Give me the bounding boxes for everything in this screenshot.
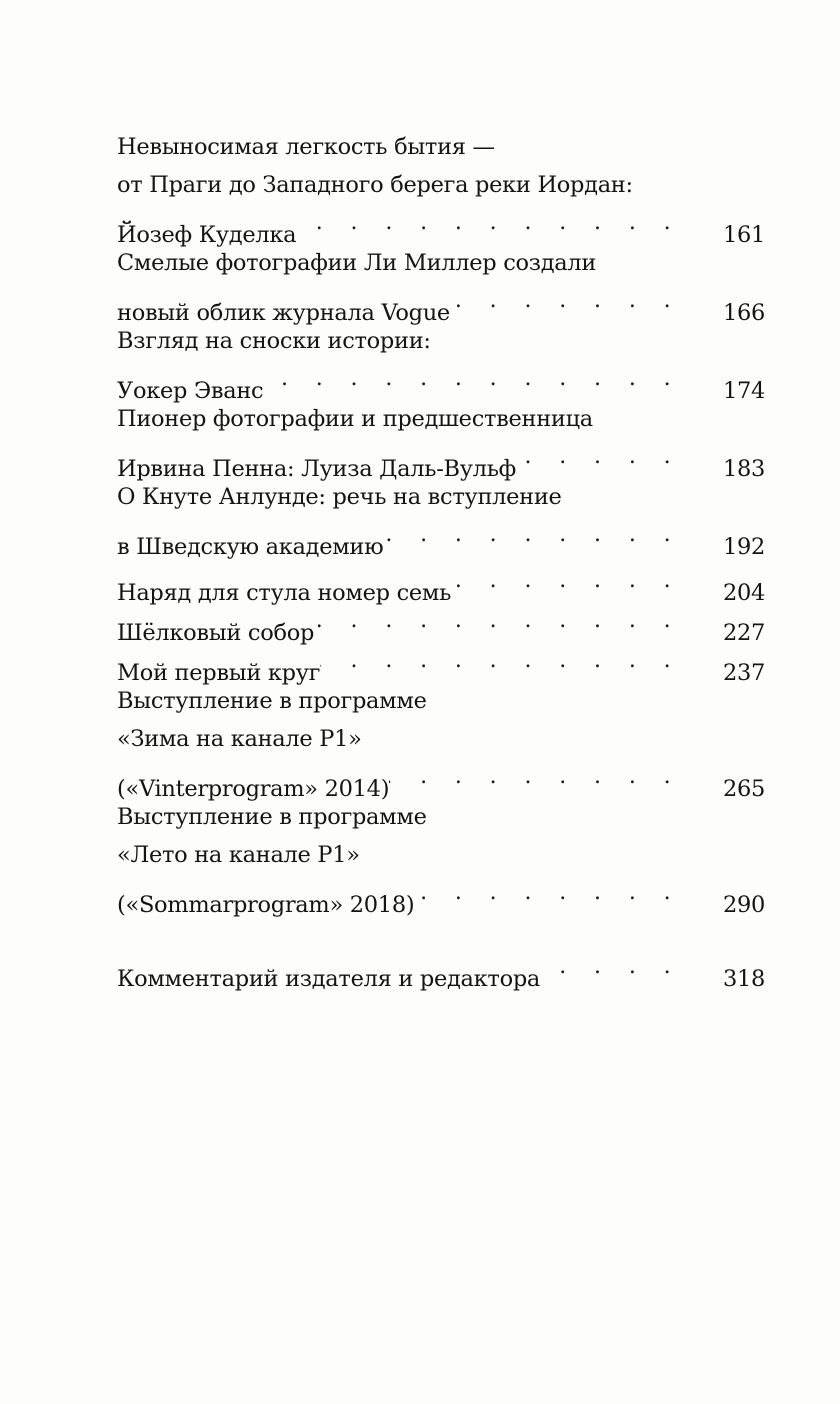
toc-page-number: 204 [722,580,765,606]
toc-entry [117,682,765,802]
toc-entry-title-line: Выступление в программе [117,688,427,714]
toc-entry [117,478,765,560]
toc-entry-title-line: Невыносимая легкость бытия — [117,134,495,160]
dot-leader [296,204,715,242]
toc-entry-title-line: Пионер фотографии и предшественница [117,406,593,432]
toc-entry [117,602,765,646]
dot-leader [383,516,715,554]
dot-leader [540,948,715,986]
toc-entry [117,128,765,248]
dot-leader [389,758,715,796]
toc-entry-title-line: в Шведскую академию [117,534,384,560]
toc-entry [117,322,765,404]
toc-entry-title-line: Комментарий издателя и редактора [117,966,541,992]
toc-entry-title-line: Выступление в программе [117,804,427,830]
dot-leader [414,874,715,912]
dot-leader [451,562,715,600]
toc-page-number: 161 [722,222,765,248]
toc-entry-title-line: «Зима на канале P1» [117,726,362,752]
toc-entry-title-line: Наряд для стула номер семь [117,580,452,606]
toc-entry-title-line: Йозеф Куделка [117,222,297,248]
table-of-contents [117,128,765,992]
toc-entry-title-line: О Кнуте Анлунде: речь на вступление [117,484,562,510]
toc-entry-title-line: Взгляд на сноски истории: [117,328,431,354]
toc-entry-title-line: Мой первый круг [117,660,321,686]
dot-leader [450,282,715,320]
toc-entry-title-line: Смелые фотографии Ли Миллер создали [117,250,597,276]
dot-leader [314,602,715,640]
toc-page-number: 318 [722,966,765,992]
toc-entry-title-line: «Лето на канале P1» [117,842,360,868]
toc-page-number: 227 [722,620,765,646]
toc-page-number: 265 [722,776,765,802]
toc-entry-title-line: Шёлковый собор [117,620,315,646]
toc-entry [117,948,765,992]
toc-page-number: 290 [722,892,765,918]
toc-page-number: 174 [722,378,765,404]
toc-entry-title-line: («Sommarprogram» 2018) [117,892,415,918]
toc-page-number: 192 [722,534,765,560]
toc-page-number: 183 [722,456,765,482]
dot-leader [320,642,715,680]
toc-entry-title-line: новый облик журнала Vogue [117,300,450,326]
toc-entry [117,642,765,686]
toc-entry [117,562,765,606]
toc-entry-title-line: Уокер Эванс [117,378,264,404]
toc-entry-title-line: («Vinterprogram» 2014) [117,776,390,802]
dot-leader [263,360,715,398]
toc-entry-title-line: Ирвина Пенна: Луиза Даль-Вульф [117,456,516,482]
toc-page-number: 166 [722,300,765,326]
toc-page-number: 237 [722,660,765,686]
toc-entry [117,244,765,326]
dot-leader [516,438,715,476]
toc-entry [117,400,765,482]
toc-entry [117,798,765,918]
toc-entry-title-line: от Праги до Западного берега реки Иордан: [117,172,633,198]
